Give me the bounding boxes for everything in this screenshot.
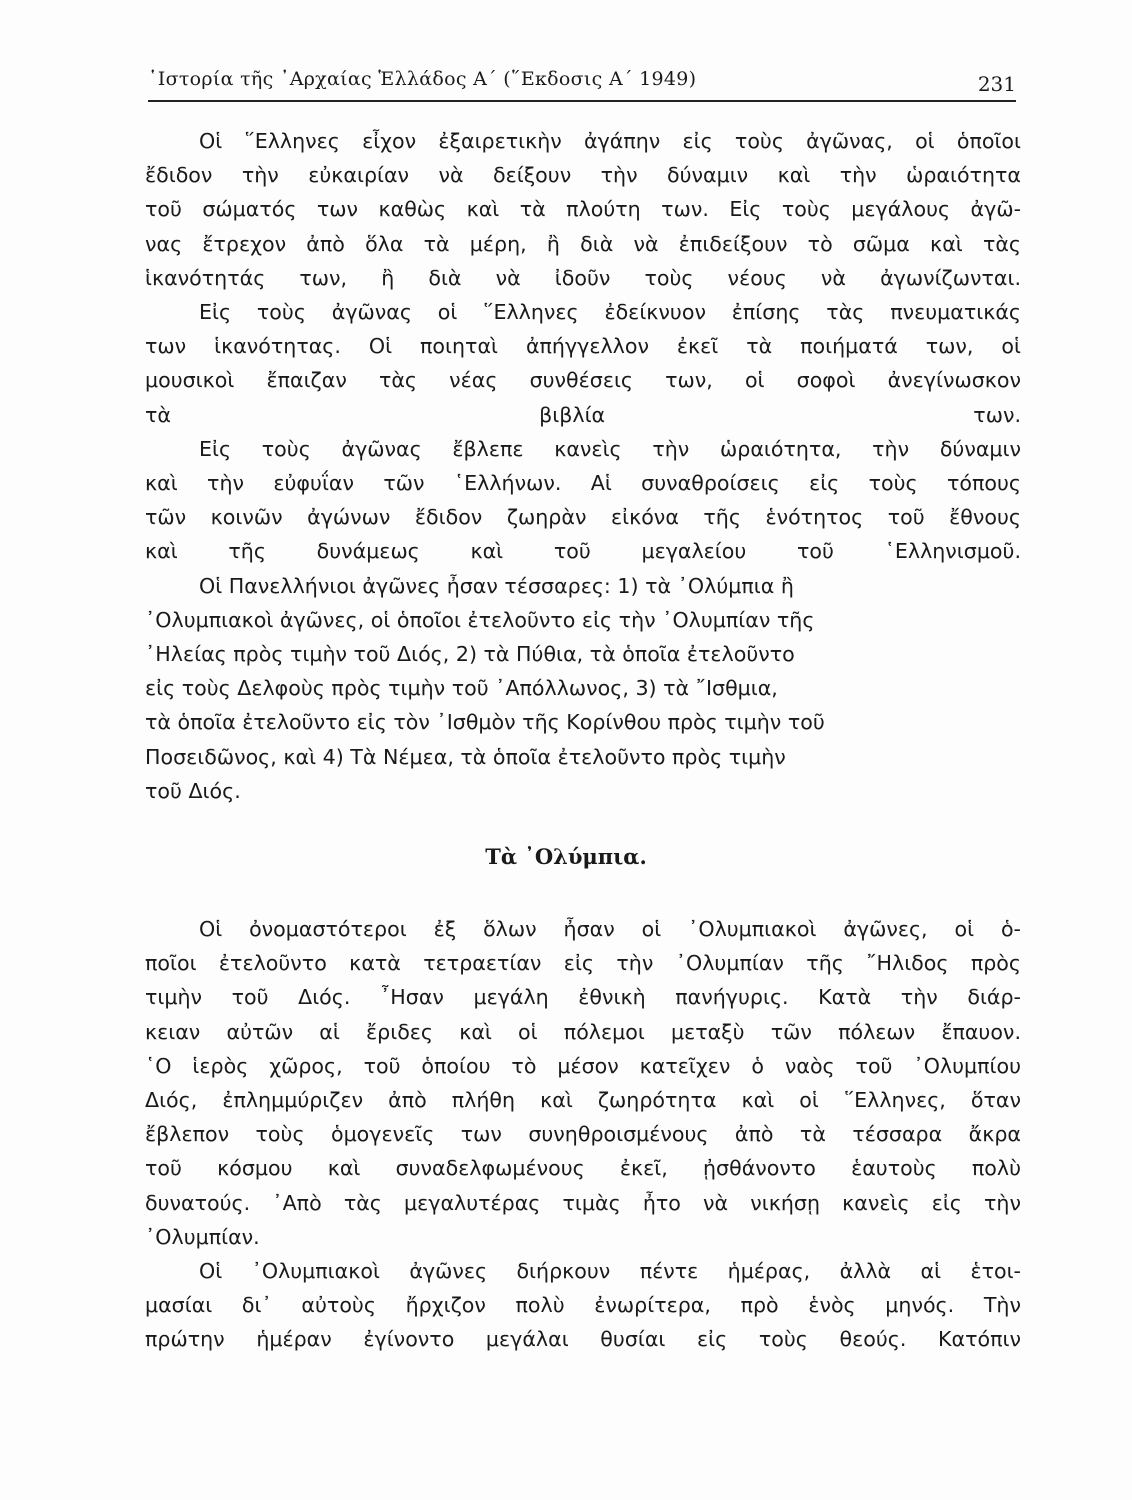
- text-line: ῾Ο ἱερὸς χῶρος, τοῦ ὁποίου τὸ μέσον κατεῖχεν ὁ ναὸς τοῦ ᾿Ολυμπίου: [145, 1053, 1021, 1078]
- text-line: ἱκανότητάς των, ἢ διὰ νὰ ἰδοῦν τοὺς νέους νὰ ἀγωνίζωνται.: [145, 265, 1021, 290]
- text-line: ἔδιδον τὴν εὐκαιρίαν νὰ δείξουν τὴν δύναμιν καὶ τὴν ὡραιότητα: [145, 163, 1021, 188]
- text-line: τοῦ Διός.: [145, 778, 241, 803]
- text-line: των ἱκανότητας. Οἱ ποιηταὶ ἀπήγγελλον ἐκεῖ τὰ ποιήματά των, οἱ: [145, 334, 1021, 359]
- text-line: εἰς τοὺς Δελφοὺς πρὸς τιμὴν τοῦ ᾿Απόλλωνος, 3) τὰ ῎Ισθμια,: [145, 676, 778, 701]
- running-title: ῾Ιστορία τῆς ᾿Αρχαίας Ἑλλάδος Α΄ (῞Εκδοσις Α΄ 1949): [148, 68, 697, 90]
- text-line: τὰ βιβλία των.: [145, 402, 1021, 427]
- paragraph: [145, 912, 1021, 1254]
- text-line: κειαν αὐτῶν αἱ ἔριδες καὶ οἱ πόλεμοι μεταξὺ τῶν πόλεων ἔπαυον.: [145, 1019, 1021, 1044]
- section-heading: Τὰ ᾿Ολύμπια.: [485, 844, 647, 869]
- text-line: καὶ τῆς δυνάμεως καὶ τοῦ μεγαλείου τοῦ ῾Ελληνισμοῦ.: [145, 539, 1021, 564]
- paragraph: [145, 432, 1021, 569]
- text-line: τιμὴν τοῦ Διός. ῏Ησαν μεγάλη ἐθνικὴ πανήγυρις. Κατὰ τὴν διάρ-: [145, 985, 1021, 1010]
- text-line: Οἱ Πανελλήνιοι ἀγῶνες ἦσαν τέσσαρες: 1) τὰ ᾿Ολύμπια ἢ: [199, 573, 794, 598]
- text-line: Οἱ ῞Ελληνες εἶχον ἐξαιρετικὴν ἀγάπην εἰς τοὺς ἀγῶνας, οἱ ὁποῖοι: [199, 129, 1021, 153]
- text-line: δυνατούς. ᾿Απὸ τὰς μεγαλυτέρας τιμὰς ἦτο νὰ νικήσῃ κανεὶς εἰς τὴν: [145, 1190, 1021, 1215]
- paragraph: [145, 124, 1021, 295]
- text-line: τὰ ὁποῖα ἐτελοῦντο εἰς τὸν ᾿Ισθμὸν τῆς Κορίνθου πρὸς τιμὴν τοῦ: [145, 710, 825, 735]
- text-line: Ποσειδῶνος, καὶ 4) Τὰ Νέμεα, τὰ ὁποῖα ἐτελοῦντο πρὸς τιμὴν: [145, 744, 786, 769]
- text-line: τοῦ σώματός των καθὼς καὶ τὰ πλούτη των. Εἰς τοὺς μεγάλους ἀγῶ-: [145, 197, 1021, 222]
- running-header: [148, 66, 1016, 102]
- text-line: νας ἔτρεχον ἀπὸ ὅλα τὰ μέρη, ἢ διὰ νὰ ἐπιδείξουν τὸ σῶμα καὶ τὰς: [145, 231, 1021, 256]
- text-line: Διός, ἐπλημμύριζεν ἀπὸ πλήθη καὶ ζωηρότητα καὶ οἱ ῞Ελληνες, ὅταν: [145, 1088, 1021, 1113]
- text-line: πρώτην ἡμέραν ἐγίνοντο μεγάλαι θυσίαι εἰς τοὺς θεούς. Κατόπιν: [145, 1327, 1021, 1352]
- text-line: τοῦ κόσμου καὶ συναδελφωμένους ἐκεῖ, ᾐσθάνοντο ἑαυτοὺς πολὺ: [145, 1156, 1021, 1181]
- section-1-text: [145, 124, 1021, 808]
- text-line: Εἰς τοὺς ἀγῶνας οἱ ῞Ελληνες ἐδείκνυον ἐπίσης τὰς πνευματικάς: [199, 300, 1021, 325]
- text-line: ᾿Ολυμπιακοὶ ἀγῶνες, οἱ ὁποῖοι ἐτελοῦντο εἰς τὴν ᾿Ολυμπίαν τῆς: [145, 607, 815, 632]
- text-line: ποῖοι ἐτελοῦντο κατὰ τετραετίαν εἰς τὴν ᾿Ολυμπίαν τῆς ῎Ηλιδος πρὸς: [145, 951, 1021, 976]
- text-line: ᾿Ηλείας πρὸς τιμὴν τοῦ Διός, 2) τὰ Πύθια, τὰ ὁποῖα ἐτελοῦντο: [145, 642, 795, 667]
- section-2-text: [145, 912, 1021, 1357]
- text-line: Οἱ ᾿Ολυμπιακοὶ ἀγῶνες διήρκουν πέντε ἡμέρας, ἀλλὰ αἱ ἑτοι-: [199, 1259, 1021, 1284]
- text-line: μασίαι δι᾿ αὐτοὺς ἤρχιζον πολὺ ἐνωρίτερα, πρὸ ἑνὸς μηνός. Τὴν: [145, 1293, 1021, 1318]
- paragraph: [145, 1254, 1021, 1357]
- text-line: Οἱ ὀνομαστότεροι ἐξ ὅλων ἦσαν οἱ ᾿Ολυμπιακοὶ ἀγῶνες, οἱ ὁ-: [199, 917, 1021, 941]
- text-line: καὶ τὴν εὐφυΐαν τῶν ῾Ελλήνων. Αἱ συναθροίσεις εἰς τοὺς τόπους: [145, 471, 1021, 496]
- page-number: 231: [977, 72, 1016, 96]
- text-line: Εἰς τοὺς ἀγῶνας ἔβλεπε κανεὶς τὴν ὡραιότητα, τὴν δύναμιν: [199, 436, 1021, 461]
- paragraph: [145, 569, 1021, 808]
- text-line: ἔβλεπον τοὺς ὁμογενεῖς των συνηθροισμένους ἀπὸ τὰ τέσσαρα ἄκρα: [145, 1122, 1021, 1147]
- text-line: μουσικοὶ ἔπαιζαν τὰς νέας συνθέσεις των, οἱ σοφοὶ ἀνεγίνωσκον: [145, 368, 1021, 393]
- text-line: τῶν κοινῶν ἀγώνων ἔδιδον ζωηρὰν εἰκόνα τῆς ἑνότητος τοῦ ἔθνους: [145, 505, 1021, 530]
- text-line: ᾿Ολυμπίαν.: [145, 1224, 260, 1249]
- paragraph: [145, 295, 1021, 432]
